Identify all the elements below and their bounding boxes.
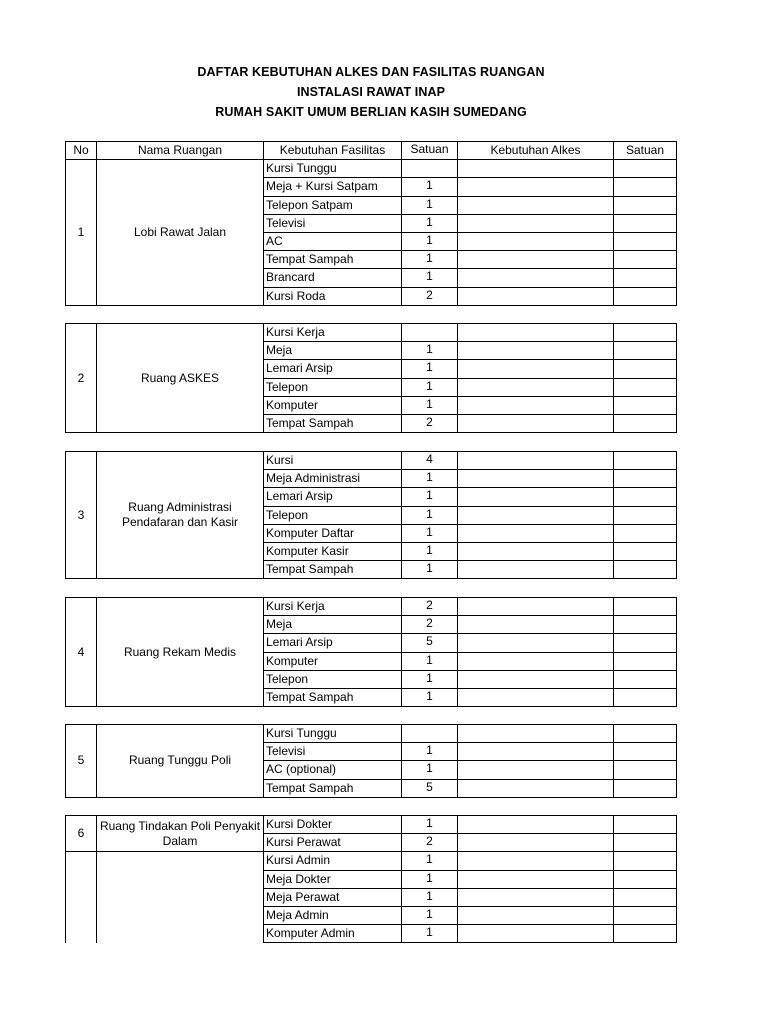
alkes-item: [458, 561, 614, 579]
alkes-qty: [614, 232, 677, 250]
facility-item: Televisi: [264, 743, 402, 761]
facility-item: Brancard: [264, 269, 402, 287]
table-row: [66, 816, 677, 834]
alkes-item: [458, 634, 614, 652]
facility-qty: 1: [402, 688, 458, 706]
room-name: Ruang Tindakan Poli Penyakit Dalam: [97, 816, 264, 852]
alkes-qty: [614, 542, 677, 560]
facility-qty: 2: [402, 834, 458, 852]
alkes-item: [458, 906, 614, 924]
facility-qty: 1: [402, 196, 458, 214]
facility-item: Komputer: [264, 652, 402, 670]
facility-qty: 1: [402, 761, 458, 779]
alkes-qty: [614, 652, 677, 670]
table-row: [66, 598, 677, 616]
facility-qty: 5: [402, 634, 458, 652]
alkes-item: [458, 925, 614, 943]
alkes-item: [458, 779, 614, 797]
facility-item: Lemari Arsip: [264, 360, 402, 378]
facility-table-5: [65, 724, 677, 798]
room-name: Ruang Tunggu Poli: [97, 725, 264, 798]
alkes-item: [458, 196, 614, 214]
alkes-qty: [614, 634, 677, 652]
facility-item: Televisi: [264, 214, 402, 232]
facility-qty: 1: [402, 360, 458, 378]
header-facility: Kebutuhan Fasilitas: [264, 142, 402, 160]
alkes-item: [458, 524, 614, 542]
alkes-item: [458, 414, 614, 432]
alkes-item: [458, 324, 614, 342]
facility-qty: 1: [402, 342, 458, 360]
facility-item: Tempat Sampah: [264, 251, 402, 269]
row-number: 3: [66, 452, 97, 579]
facility-qty: 1: [402, 652, 458, 670]
alkes-item: [458, 360, 614, 378]
alkes-qty: [614, 414, 677, 432]
alkes-qty: [614, 488, 677, 506]
row-number-empty: [66, 852, 97, 943]
facility-item: Tempat Sampah: [264, 688, 402, 706]
alkes-item: [458, 452, 614, 470]
facility-item: Tempat Sampah: [264, 414, 402, 432]
facility-table-1: [65, 141, 677, 306]
alkes-qty: [614, 324, 677, 342]
alkes-qty: [614, 834, 677, 852]
facility-qty: 2: [402, 414, 458, 432]
alkes-item: [458, 834, 614, 852]
alkes-qty: [614, 779, 677, 797]
facility-qty: 1: [402, 906, 458, 924]
facility-item: Kursi Tunggu: [264, 725, 402, 743]
alkes-qty: [614, 269, 677, 287]
alkes-item: [458, 725, 614, 743]
facility-qty: 1: [402, 524, 458, 542]
alkes-item: [458, 342, 614, 360]
facility-item: Kursi Kerja: [264, 598, 402, 616]
facility-item: Meja Administrasi: [264, 470, 402, 488]
facility-qty: [402, 324, 458, 342]
alkes-qty: [614, 561, 677, 579]
facility-table-3: [65, 451, 677, 579]
alkes-qty: [614, 598, 677, 616]
alkes-item: [458, 178, 614, 196]
table-row: [66, 160, 677, 178]
alkes-item: [458, 470, 614, 488]
alkes-item: [458, 670, 614, 688]
alkes-qty: [614, 852, 677, 870]
facility-table-4: [65, 597, 677, 707]
alkes-item: [458, 506, 614, 524]
facility-qty: 1: [402, 506, 458, 524]
alkes-item: [458, 378, 614, 396]
facility-item: Komputer Admin: [264, 925, 402, 943]
document-subtitle-hospital: RUMAH SAKIT UMUM BERLIAN KASIH SUMEDANG: [215, 105, 527, 119]
facility-qty: 1: [402, 870, 458, 888]
row-number: 5: [66, 725, 97, 798]
facility-item: Komputer: [264, 396, 402, 414]
alkes-qty: [614, 251, 677, 269]
document-title-block: [66, 62, 676, 122]
facility-qty: 1: [402, 670, 458, 688]
alkes-qty: [614, 616, 677, 634]
facility-qty: 2: [402, 287, 458, 305]
facility-qty: 1: [402, 214, 458, 232]
facility-item: Meja + Kursi Satpam: [264, 178, 402, 196]
table-row: [66, 324, 677, 342]
alkes-qty: [614, 670, 677, 688]
alkes-qty: [614, 870, 677, 888]
alkes-item: [458, 761, 614, 779]
alkes-qty: [614, 196, 677, 214]
facility-qty: 1: [402, 852, 458, 870]
facility-item: Tempat Sampah: [264, 779, 402, 797]
alkes-item: [458, 488, 614, 506]
facility-qty: 5: [402, 779, 458, 797]
room-name: Ruang Administrasi Pendafaran dan Kasir: [97, 452, 264, 579]
alkes-qty: [614, 342, 677, 360]
alkes-item: [458, 816, 614, 834]
alkes-qty: [614, 452, 677, 470]
header-unit-facility: Satuan: [402, 142, 458, 160]
alkes-qty: [614, 178, 677, 196]
facility-qty: [402, 725, 458, 743]
alkes-item: [458, 214, 614, 232]
document-title: DAFTAR KEBUTUHAN ALKES DAN FASILITAS RUANGAN: [197, 65, 545, 79]
table-row: [66, 725, 677, 743]
row-number: 2: [66, 324, 97, 433]
facility-item: Lemari Arsip: [264, 634, 402, 652]
facility-qty: 1: [402, 816, 458, 834]
facility-qty: 1: [402, 396, 458, 414]
facility-table-2: [65, 323, 677, 433]
facility-item: Kursi Perawat: [264, 834, 402, 852]
row-number: 1: [66, 160, 97, 306]
facility-qty: 1: [402, 925, 458, 943]
facility-qty: 1: [402, 470, 458, 488]
alkes-qty: [614, 360, 677, 378]
alkes-item: [458, 251, 614, 269]
header-room: Nama Ruangan: [97, 142, 264, 160]
facility-item: Komputer Kasir: [264, 542, 402, 560]
alkes-qty: [614, 688, 677, 706]
alkes-qty: [614, 287, 677, 305]
alkes-qty: [614, 506, 677, 524]
alkes-qty: [614, 470, 677, 488]
table-row: [66, 852, 677, 870]
alkes-qty: [614, 524, 677, 542]
row-number: 4: [66, 598, 97, 707]
facility-item: Tempat Sampah: [264, 561, 402, 579]
facility-item: Meja Dokter: [264, 870, 402, 888]
alkes-qty: [614, 160, 677, 178]
alkes-item: [458, 598, 614, 616]
alkes-qty: [614, 214, 677, 232]
alkes-qty: [614, 743, 677, 761]
header-alkes: Kebutuhan Alkes: [458, 142, 614, 160]
facility-qty: 1: [402, 488, 458, 506]
facility-item: Meja Admin: [264, 906, 402, 924]
facility-qty: 4: [402, 452, 458, 470]
facility-qty: 1: [402, 743, 458, 761]
facility-item: Meja: [264, 616, 402, 634]
alkes-item: [458, 743, 614, 761]
facility-item: Telepon Satpam: [264, 196, 402, 214]
alkes-item: [458, 688, 614, 706]
facility-table-6: [65, 815, 677, 943]
alkes-item: [458, 160, 614, 178]
facility-item: Lemari Arsip: [264, 488, 402, 506]
alkes-qty: [614, 925, 677, 943]
alkes-item: [458, 652, 614, 670]
facility-qty: 1: [402, 269, 458, 287]
facility-item: Kursi Dokter: [264, 816, 402, 834]
facility-qty: 2: [402, 616, 458, 634]
facility-item: Kursi Admin: [264, 852, 402, 870]
room-name: Lobi Rawat Jalan: [97, 160, 264, 306]
alkes-qty: [614, 396, 677, 414]
facility-item: Telepon: [264, 670, 402, 688]
header-row: [66, 142, 677, 160]
facility-item: Telepon: [264, 506, 402, 524]
alkes-qty: [614, 906, 677, 924]
facility-qty: [402, 160, 458, 178]
facility-qty: 2: [402, 598, 458, 616]
facility-item: Komputer Daftar: [264, 524, 402, 542]
facility-qty: 1: [402, 542, 458, 560]
alkes-item: [458, 852, 614, 870]
facility-item: Telepon: [264, 378, 402, 396]
facility-item: Meja Perawat: [264, 888, 402, 906]
header-unit-alkes: Satuan: [614, 142, 677, 160]
alkes-item: [458, 542, 614, 560]
facility-qty: 1: [402, 251, 458, 269]
alkes-item: [458, 232, 614, 250]
alkes-qty: [614, 761, 677, 779]
facility-qty: 1: [402, 178, 458, 196]
alkes-item: [458, 616, 614, 634]
facility-qty: 1: [402, 378, 458, 396]
room-name-empty: [97, 852, 264, 943]
facility-item: Kursi Kerja: [264, 324, 402, 342]
table-row: [66, 452, 677, 470]
facility-item: AC: [264, 232, 402, 250]
row-number: 6: [66, 816, 97, 852]
facility-qty: 1: [402, 561, 458, 579]
facility-item: Meja: [264, 342, 402, 360]
alkes-qty: [614, 725, 677, 743]
facility-item: Kursi Tunggu: [264, 160, 402, 178]
facility-qty: 1: [402, 888, 458, 906]
facility-item: AC (optional): [264, 761, 402, 779]
alkes-item: [458, 287, 614, 305]
header-no: No: [66, 142, 97, 160]
facility-item: Kursi Roda: [264, 287, 402, 305]
alkes-item: [458, 870, 614, 888]
alkes-item: [458, 888, 614, 906]
room-name: Ruang ASKES: [97, 324, 264, 433]
room-name: Ruang Rekam Medis: [97, 598, 264, 707]
alkes-item: [458, 269, 614, 287]
alkes-qty: [614, 378, 677, 396]
alkes-qty: [614, 816, 677, 834]
alkes-qty: [614, 888, 677, 906]
alkes-item: [458, 396, 614, 414]
document-subtitle-unit: INSTALASI RAWAT INAP: [296, 85, 446, 99]
facility-item: Kursi: [264, 452, 402, 470]
facility-qty: 1: [402, 232, 458, 250]
